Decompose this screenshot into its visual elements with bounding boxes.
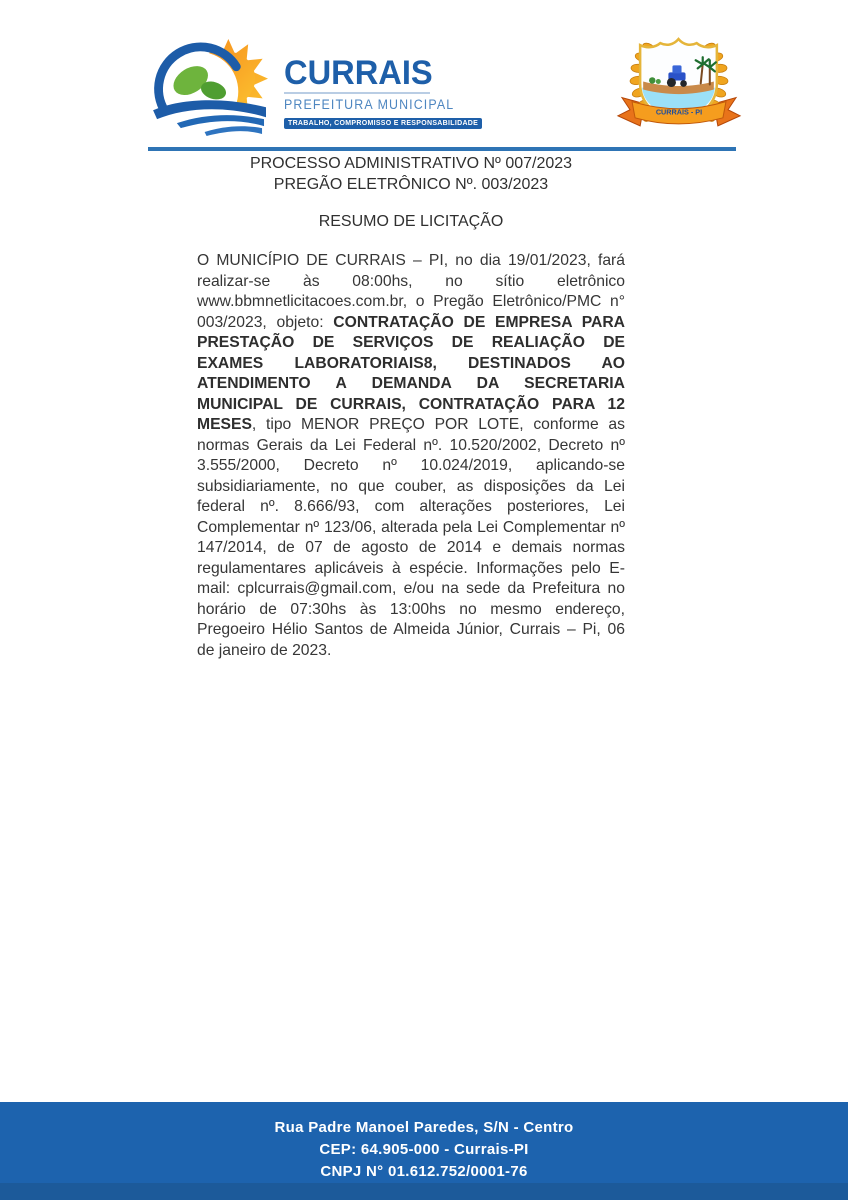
coat-of-arms xyxy=(615,31,743,137)
coat-of-arms-icon xyxy=(615,31,743,137)
logo-subtitle: PREFEITURA MUNICIPAL xyxy=(284,97,455,112)
header-divider xyxy=(148,147,736,151)
logo-divider xyxy=(284,92,430,94)
sun-leaf-field-icon xyxy=(146,34,282,138)
footer-cnpj: CNPJ N° 01.612.752/0001-76 xyxy=(320,1163,528,1180)
prefeitura-logo-text xyxy=(284,54,479,130)
prefeitura-logo xyxy=(146,34,479,138)
footer-address: Rua Padre Manoel Paredes, S/N - Centro xyxy=(274,1119,574,1136)
auction-number-title: PREGÃO ELETRÔNICO Nº. 003/2023 xyxy=(273,176,549,193)
document-footer xyxy=(0,1102,848,1200)
summary-paragraph xyxy=(197,251,625,661)
footer-cep: CEP: 64.905-000 - Currais-PI xyxy=(319,1141,529,1158)
coat-of-arms-ribbon-label: CURRAIS - PI xyxy=(655,107,703,117)
title-block xyxy=(197,153,625,232)
process-number-title: PROCESSO ADMINISTRATIVO Nº 007/2023 xyxy=(249,155,573,172)
footer-text-block xyxy=(0,1102,848,1183)
footer-bottom-strip xyxy=(0,1183,848,1200)
body-segment-object-bold: CONTRATAÇÃO DE EMPRESA PARA PRESTAÇÃO DE SERVIÇOS DE REALIAÇÃO DE EXAMES LABORATORIAIS8, DESTINADOS AO ATENDIMENTO A DEMANDA DA SECRETARIA MUNICIPAL DE CURRAIS, CONTRATAÇÃO PARA 12 MESES xyxy=(197,313,626,433)
body-segment-legal: , tipo MENOR PREÇO POR LOTE, conforme as normas Gerais da Lei Federal nº. 10.520/2002, Decreto nº 3.555/2000, Decreto nº 10.024/2019, aplicando-se subsidiariamente, no que couber, as disposições da Lei federal nº. 8.666/93, com alterações posteriores, Lei Complementar nº 123/06, alterada pela Lei Complementar nº 147/2014, de 07 de agosto de 2014 e demais normas regulamentares aplicáveis à espécie. Informações pelo E-mail: cplcurrais@gmail.com, e/ou na sede da Prefeitura no horário de 07:30hs às 13:00hs no mesmo endereço, Pregoeiro Hélio Santos de Almeida Júnior, Currais – Pi, 06 de janeiro de 2023. xyxy=(197,416,625,659)
logo-tagline-badge: TRABALHO, COMPROMISSO E RESPONSABILIDADE xyxy=(284,118,482,129)
logo-city-name: CURRAIS xyxy=(284,54,433,92)
body-segment-intro: O MUNICÍPIO DE CURRAIS – PI, no dia 19/01/2023, fará realizar-se às 08:00hs, no sítio eletrônico www.bbmnetlicitacoes.com.br, o Pregão Eletrônico/PMC n° 003/2023, objeto: xyxy=(197,252,625,331)
document-subtitle: RESUMO DE LICITAÇÃO xyxy=(318,213,504,230)
